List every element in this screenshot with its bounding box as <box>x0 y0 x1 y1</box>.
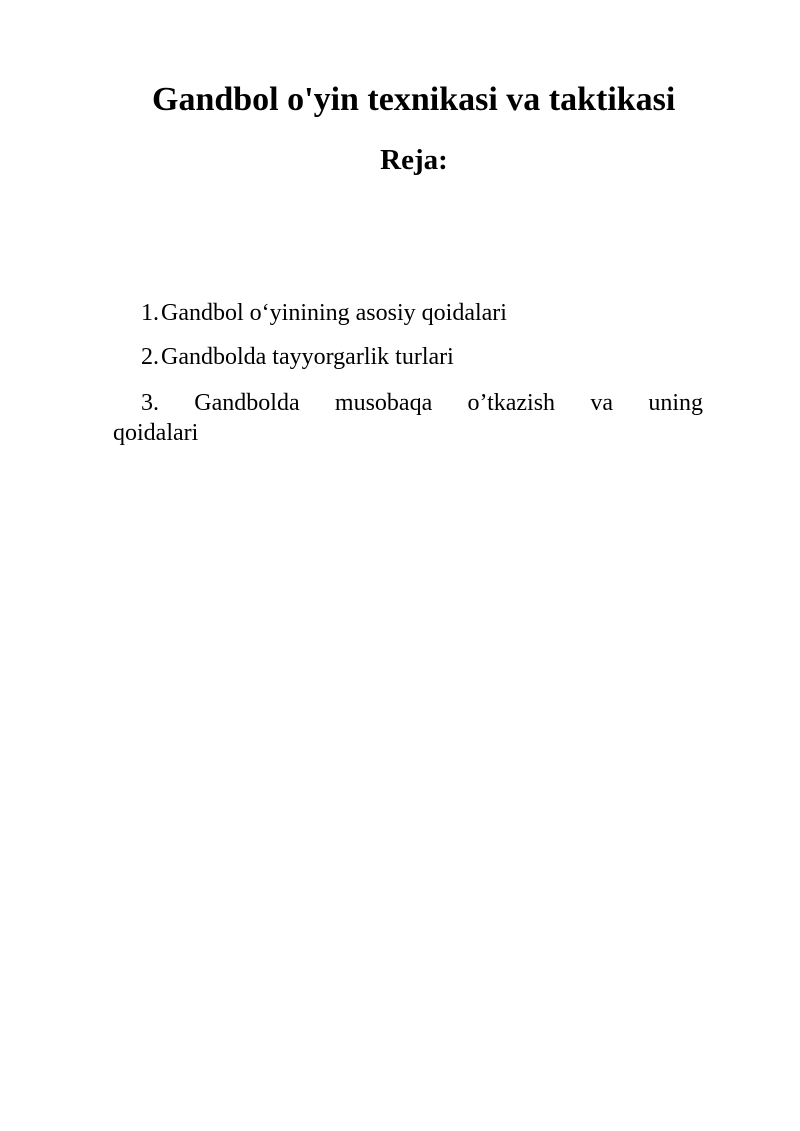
list-item-word: Gandbolda <box>194 390 300 416</box>
list-item <box>113 342 703 372</box>
list-item <box>113 388 703 448</box>
list-item-justified-line <box>113 388 703 418</box>
list-item-text: Gandbolda tayyorgarlik turlari <box>161 344 454 370</box>
list-item <box>113 298 703 328</box>
list-item-continuation: qoidalari <box>113 420 199 446</box>
list-item-word: o’tkazish <box>467 390 556 416</box>
plan-list <box>113 298 703 448</box>
list-item-number: 2. <box>141 344 159 370</box>
list-item-number: 3. <box>141 390 159 416</box>
list-item-word: va <box>590 390 614 416</box>
list-item-word: musobaqa <box>334 390 433 416</box>
plan-heading: Reja: <box>380 144 448 176</box>
document-title: Gandbol o'yin texnikasi va taktikasi <box>152 81 676 118</box>
list-item-word: uning <box>648 390 703 416</box>
list-item-number: 1. <box>141 300 159 326</box>
list-item-text: Gandbol o‘yinining asosiy qoidalari <box>161 300 507 326</box>
